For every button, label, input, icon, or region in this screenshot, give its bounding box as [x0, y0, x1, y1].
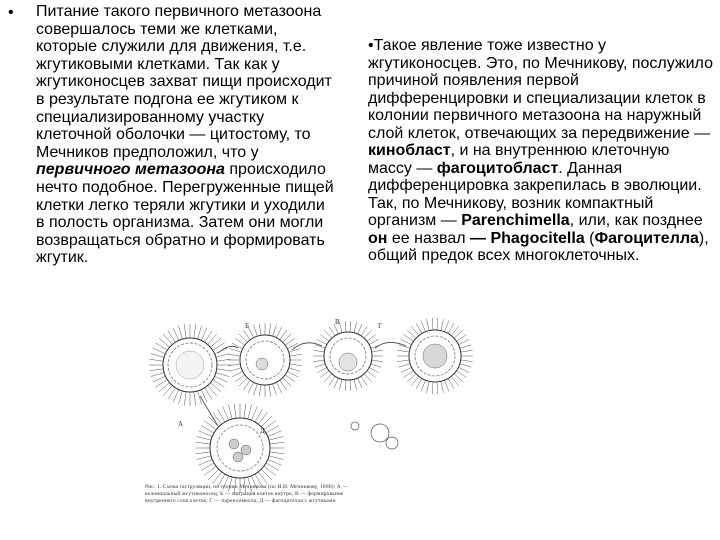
cilium [270, 442, 285, 444]
cilium [320, 371, 329, 378]
cilium [270, 452, 285, 454]
right-text-part: ( [584, 229, 595, 247]
cilium [153, 376, 166, 382]
cilium [432, 382, 433, 394]
cilium [334, 378, 339, 388]
cilium [369, 367, 379, 372]
cilium [235, 338, 245, 345]
cilium [445, 380, 449, 391]
small-cells [351, 422, 398, 449]
cilium [460, 345, 472, 349]
cilium [184, 392, 186, 406]
stage-b-migration [228, 323, 302, 397]
cilium [350, 380, 351, 391]
cilium [314, 350, 325, 352]
cilium [372, 360, 383, 362]
cilium [232, 371, 243, 377]
label-a: А [178, 420, 184, 428]
cilium [401, 367, 412, 372]
cilium [451, 376, 459, 385]
cilium [268, 431, 282, 437]
cilium [290, 364, 302, 366]
cilium [215, 376, 228, 382]
cilium [454, 330, 463, 338]
cilium [461, 360, 473, 362]
cilium [339, 379, 342, 390]
cilium [404, 335, 414, 342]
left-text-part: происходило нечто подобное. Перегруженные пищей клетки легко теряли жгутики и уходили в полость организма. Затем они могли возвращаться обратно и формировать жгутик. [36, 161, 334, 267]
term-phagocitella: — Phagocitella [470, 229, 585, 247]
cilium [367, 335, 376, 342]
cilium [178, 391, 182, 404]
cilium [201, 328, 207, 341]
cilium [427, 381, 430, 393]
cilium [283, 334, 292, 343]
cilium [427, 319, 430, 331]
cilium [151, 353, 164, 357]
cilium [457, 335, 467, 342]
cilium [285, 338, 295, 345]
cilium [329, 327, 335, 336]
cilium [273, 325, 277, 336]
label-v: В [335, 318, 340, 326]
cilium [259, 324, 261, 336]
cilium [454, 374, 463, 382]
cilium [358, 324, 363, 334]
cilium [273, 384, 277, 395]
gastrulation-figure [130, 308, 510, 540]
cilium [201, 390, 207, 403]
cilium [194, 392, 196, 406]
cilium [315, 364, 325, 368]
cilium [229, 354, 241, 356]
cilium [421, 321, 425, 332]
cilium [195, 442, 210, 444]
cilium [230, 368, 241, 372]
cilium [216, 373, 229, 377]
right-text-part: Такое явление тоже известно у жгутиконосцев. Это, по Мечникову, послужило причиной появления первой дифференцировки и специализации клеток в колонии первичного метазоона на наружный слой клеток, отвечающих за передвижение — [368, 37, 713, 142]
cilium [364, 330, 371, 338]
cilium [149, 359, 163, 361]
cilium [223, 406, 229, 420]
cilium [445, 321, 449, 332]
cilium [239, 334, 248, 343]
cilium [197, 436, 212, 440]
cilium [287, 343, 298, 349]
left-bullet-marker: • [8, 4, 14, 21]
cilium [244, 403, 246, 418]
label-d: Д [260, 427, 265, 435]
cilium [285, 375, 295, 382]
cilium [399, 364, 411, 368]
cilium [371, 364, 381, 368]
cilium [269, 436, 284, 440]
emphasis-term: первичного метазоона [36, 161, 225, 179]
cilium [358, 378, 363, 388]
right-bullet-marker: • [368, 37, 374, 54]
cilium [416, 379, 422, 389]
cilium [289, 368, 300, 372]
cilium [441, 381, 444, 393]
cilium [345, 380, 346, 391]
cilium [269, 456, 284, 460]
cilium [457, 371, 467, 378]
cilium [252, 406, 258, 420]
cilium [235, 375, 245, 382]
cilium [345, 321, 346, 332]
cilium [234, 403, 236, 418]
cilium [268, 460, 282, 466]
stage-d-phagocitella [195, 403, 285, 493]
cilium [361, 376, 367, 385]
cilium [248, 405, 252, 420]
cilium [361, 327, 367, 336]
cilium [354, 379, 357, 390]
term-phagocytoblast: фагоцитобласт [436, 159, 559, 177]
cilium [276, 382, 282, 393]
cilium [269, 385, 271, 397]
cilium [184, 324, 186, 338]
cilium [153, 348, 166, 354]
term-parenchimella: Parenchimella [461, 212, 570, 229]
cilium [178, 326, 182, 339]
cilium [151, 373, 164, 377]
cilium [437, 382, 438, 394]
cilium [320, 335, 329, 342]
cilium [208, 469, 219, 480]
cilium [324, 374, 331, 382]
cilium [173, 328, 179, 341]
cilium [248, 382, 254, 393]
cilium [407, 330, 416, 338]
cilium [197, 456, 212, 460]
cilium [350, 321, 351, 332]
cilium [287, 371, 298, 377]
cilium [261, 416, 272, 427]
cilium [243, 380, 250, 390]
cilium [364, 374, 371, 382]
cilium [458, 340, 469, 345]
cilium [421, 380, 425, 391]
term-kinoblast: кинобласт [368, 142, 451, 159]
right-text-part: , и на внутреннюю клеточную массу — [368, 142, 670, 177]
cilium [458, 367, 469, 372]
cilium [217, 369, 231, 371]
cilium [290, 354, 302, 356]
cilium [407, 374, 416, 382]
cilium [404, 371, 414, 378]
cilium [314, 360, 325, 362]
cilium [317, 367, 327, 372]
cilium [289, 349, 300, 353]
cilium [432, 318, 433, 330]
right-bullet-text [368, 37, 713, 265]
term-on: он [368, 229, 388, 247]
cilium [416, 323, 422, 333]
cilium [230, 349, 241, 353]
cilium [451, 326, 459, 335]
cilium [317, 339, 327, 344]
cilium [261, 469, 272, 480]
cilium [461, 350, 473, 352]
cilium [254, 384, 258, 395]
cilium [243, 330, 250, 340]
cilium [324, 330, 331, 338]
cilium [149, 369, 163, 371]
cilium [329, 376, 335, 385]
cilium [239, 378, 248, 387]
cilium [354, 322, 357, 333]
stage-v-inner-layer [313, 321, 383, 391]
right-text-part: ее назвал [387, 229, 471, 247]
cilium [437, 318, 438, 330]
cilium [441, 319, 444, 331]
cilium [411, 326, 419, 335]
cilium [195, 452, 210, 454]
cilium [280, 380, 287, 390]
left-text-part: Питание такого первичного метазоона совершалось теми же клетками, которые служили для движения, т.е. жгутиковыми клетками. Так как у жгутиконосцев захват пищи происходит в результате подгона ее жгутиком к специализированному участку клеточной оболочки — цитостому, то Мечников предположил, что у [36, 3, 332, 161]
term-phagocitella-ru: Фагоцителла [594, 229, 699, 247]
label-g: Г [378, 322, 383, 330]
cilium [397, 360, 409, 362]
cilium [216, 353, 229, 357]
left-bullet-text [36, 3, 336, 267]
cilium [194, 324, 196, 338]
right-text-part: . Данная дифференцировка закрепилась в эволюции. Так, по Мечникову, возник компактный организм — [368, 159, 702, 229]
label-b: Б [245, 322, 250, 330]
cilium [173, 390, 179, 403]
cilium [198, 326, 202, 339]
cilium [228, 405, 232, 420]
figure-caption: Рис. 1. Схема гаструляции, по теории Мечникова (по И.И. Мечникову, 1886): А — колониальный жгутиконосец; Б — миграция клеток внутрь; В — формирование внутреннего слоя клеток; Г — паренхимелла; Д — фагоцителла с жгутиками [145, 484, 349, 504]
cilium [198, 460, 212, 466]
cilium [283, 378, 292, 387]
cilium [254, 325, 258, 336]
cilium [460, 364, 472, 368]
cilium [397, 350, 409, 352]
cilium [411, 376, 419, 385]
cilium [372, 350, 383, 352]
cilium [401, 340, 412, 345]
cilium [448, 323, 454, 333]
cilium [259, 385, 261, 397]
right-text-part: , или, как позднее [569, 212, 703, 229]
stage-a-colony [149, 324, 231, 406]
cilium [280, 330, 287, 340]
stage-g-parenchimella [397, 318, 473, 394]
cilium [339, 322, 342, 333]
cilium [367, 371, 376, 378]
right-text-part: ), общий предок всех многоклеточных. [368, 229, 709, 264]
cilium [369, 339, 379, 344]
cilium [198, 431, 212, 437]
cilium [269, 324, 271, 336]
cilium [276, 327, 282, 338]
cilium [448, 379, 454, 389]
